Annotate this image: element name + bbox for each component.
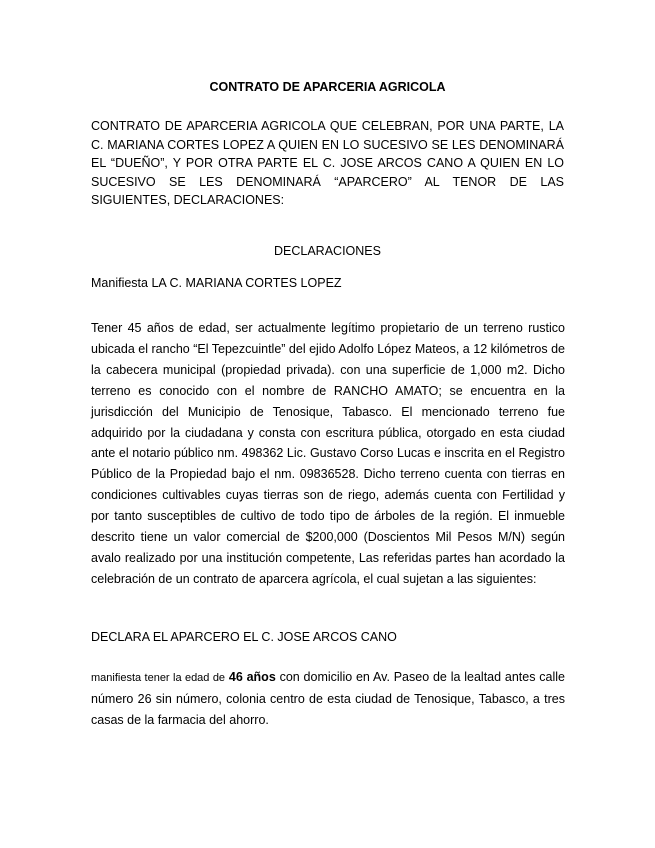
aparcero-declaration-paragraph — [91, 667, 565, 731]
document-title: CONTRATO DE APARCERIA AGRICOLA — [209, 80, 446, 94]
aparcero-lead-text: manifiesta tener la edad de — [91, 672, 226, 684]
aparcero-rest-text: con domicilio en Av. Paseo de la lealtad antes calle número 26 sin número, colonia centro de esta ciudad de Tenosique, Tabasco, a tres casas de la farmacia del ahorro. — [91, 670, 565, 727]
aparcero-age: 46 años — [228, 670, 276, 684]
aparcero-heading: DECLARA EL APARCERO EL C. JOSE ARCOS CANO — [91, 630, 397, 644]
declaraciones-heading: DECLARACIONES — [274, 244, 381, 258]
owner-declaration-paragraph: Tener 45 años de edad, ser actualmente legítimo propietario de un terreno rustico ubicada el rancho “El Tepezcuintle” del ejido Adolfo López Mateos, a 12 kilómetros de la cabecera municipal (propiedad privada). con una superficie de 1,000 m2. Dicho terreno es conocido con el nombre de RANCHO AMATO; se encuentra en la jurisdicción del Municipio de Tenosique, Tabasco. El mencionado terreno fue adquirido por la ciudadana y consta con escritura pública, otorgado en esta ciudad ante el notario público nm. 498362 Lic. Gustavo Corso Lucas e inscrita en el Registro Público de la Propiedad bajo el nm. 09836528. Dicho terreno cuenta con tierras en condiciones cultivables cuyas tierras son de riego, además cuenta con Fertilidad y por tanto susceptibles de cultivo de todo tipo de árboles de la región. El inmueble descrito tiene un valor comercial de $200,000 (Doscientos Mil Pesos M/N) según avalo realizado por una institución competente, Las referidas partes han acordado la celebración de un contrato de aparcera agrícola, el cual sujetan a las siguientes: — [91, 321, 565, 586]
manifiesta-heading: Manifiesta LA C. MARIANA CORTES LOPEZ — [91, 276, 342, 290]
intro-paragraph: CONTRATO DE APARCERIA AGRICOLA QUE CELEBRAN, POR UNA PARTE, LA C. MARIANA CORTES LOPEZ A QUIEN EN LO SUCESIVO SE LES DENOMINARÁ EL “DUEÑO”, Y POR OTRA PARTE EL C. JOSE ARCOS CANO A QUIEN EN LO SUCESIVO SE LES DENOMINARÁ “APARCERO” AL TENOR DE LAS SIGUIENTES, DECLARACIONES: — [91, 119, 564, 207]
